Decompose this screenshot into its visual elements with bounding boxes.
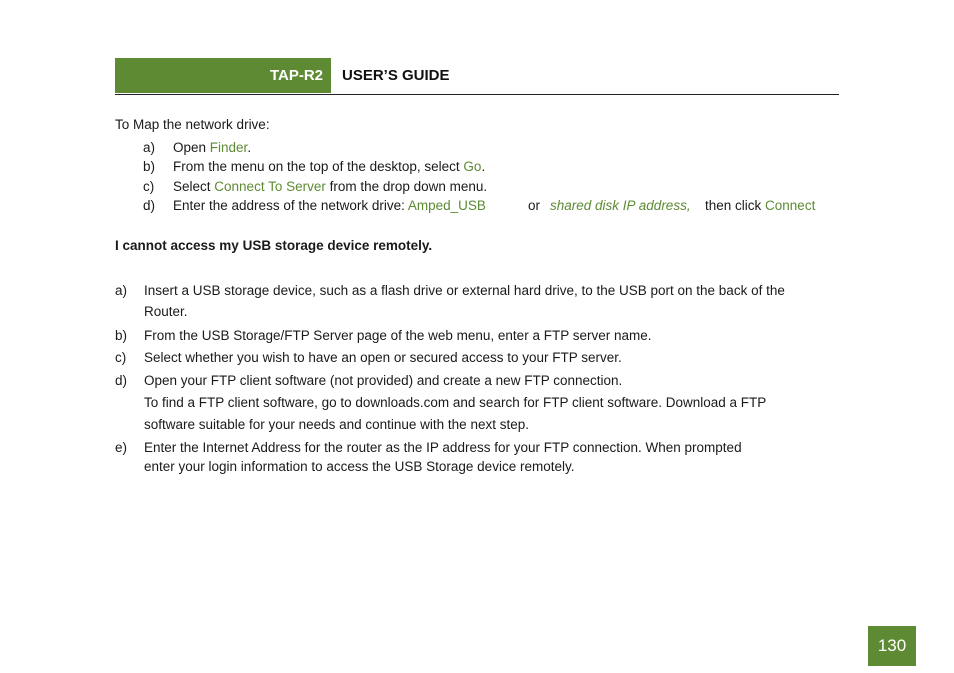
step-text: then click Connect: [705, 198, 816, 213]
step-text: Enter the address of the network drive: Amped_USB: [173, 198, 486, 213]
item-marker: e): [115, 440, 128, 455]
go-menu-ref: Go: [463, 159, 482, 174]
page-number: 130: [868, 626, 916, 666]
amped-usb-address: Amped_USB: [407, 198, 486, 213]
item-marker: c): [115, 350, 127, 365]
connect-to-server-ref: Connect To Server: [214, 179, 326, 194]
item-text: software suitable for your needs and continue with the next step.: [144, 417, 529, 432]
step-marker: a): [143, 140, 156, 155]
item-text: Open your FTP client software (not provided) and create a new FTP connection.: [144, 373, 623, 388]
item-text: enter your login information to access the USB Storage device remotely.: [144, 459, 575, 474]
item-text: Insert a USB storage device, such as a flash drive or external hard drive, to the USB port on the back of the: [144, 283, 785, 298]
finder-link: Finder: [209, 140, 248, 155]
connect-ref: Connect: [765, 198, 816, 213]
item-marker: d): [115, 373, 128, 388]
guide-title: USER’S GUIDE: [342, 67, 450, 84]
ip-address-placeholder: shared disk IP address,: [550, 198, 691, 213]
step-marker: b): [143, 159, 156, 174]
section-heading: I cannot access my USB storage device remotely.: [115, 238, 433, 253]
item-marker: b): [115, 328, 128, 343]
page-header: [115, 58, 839, 95]
step-text: Select Connect To Server from the drop down menu.: [173, 179, 488, 194]
item-text: From the USB Storage/FTP Server page of the web menu, enter a FTP server name.: [144, 328, 652, 343]
step-marker: d): [143, 198, 156, 213]
step-marker: c): [143, 179, 155, 194]
map-drive-intro: To Map the network drive:: [115, 117, 270, 132]
item-text: Enter the Internet Address for the router as the IP address for your FTP connection. When prompted: [144, 440, 742, 455]
item-text: Select whether you wish to have an open or secured access to your FTP server.: [144, 350, 622, 365]
item-text: Router.: [144, 304, 188, 319]
step-text: Open Finder.: [173, 140, 252, 155]
product-name: TAP-R2: [115, 58, 331, 93]
or-text: or: [528, 198, 541, 213]
item-marker: a): [115, 283, 128, 298]
item-text: To find a FTP client software, go to downloads.com and search for FTP client software. Download a FTP: [144, 395, 767, 410]
step-text: From the menu on the top of the desktop, select Go.: [173, 159, 486, 174]
